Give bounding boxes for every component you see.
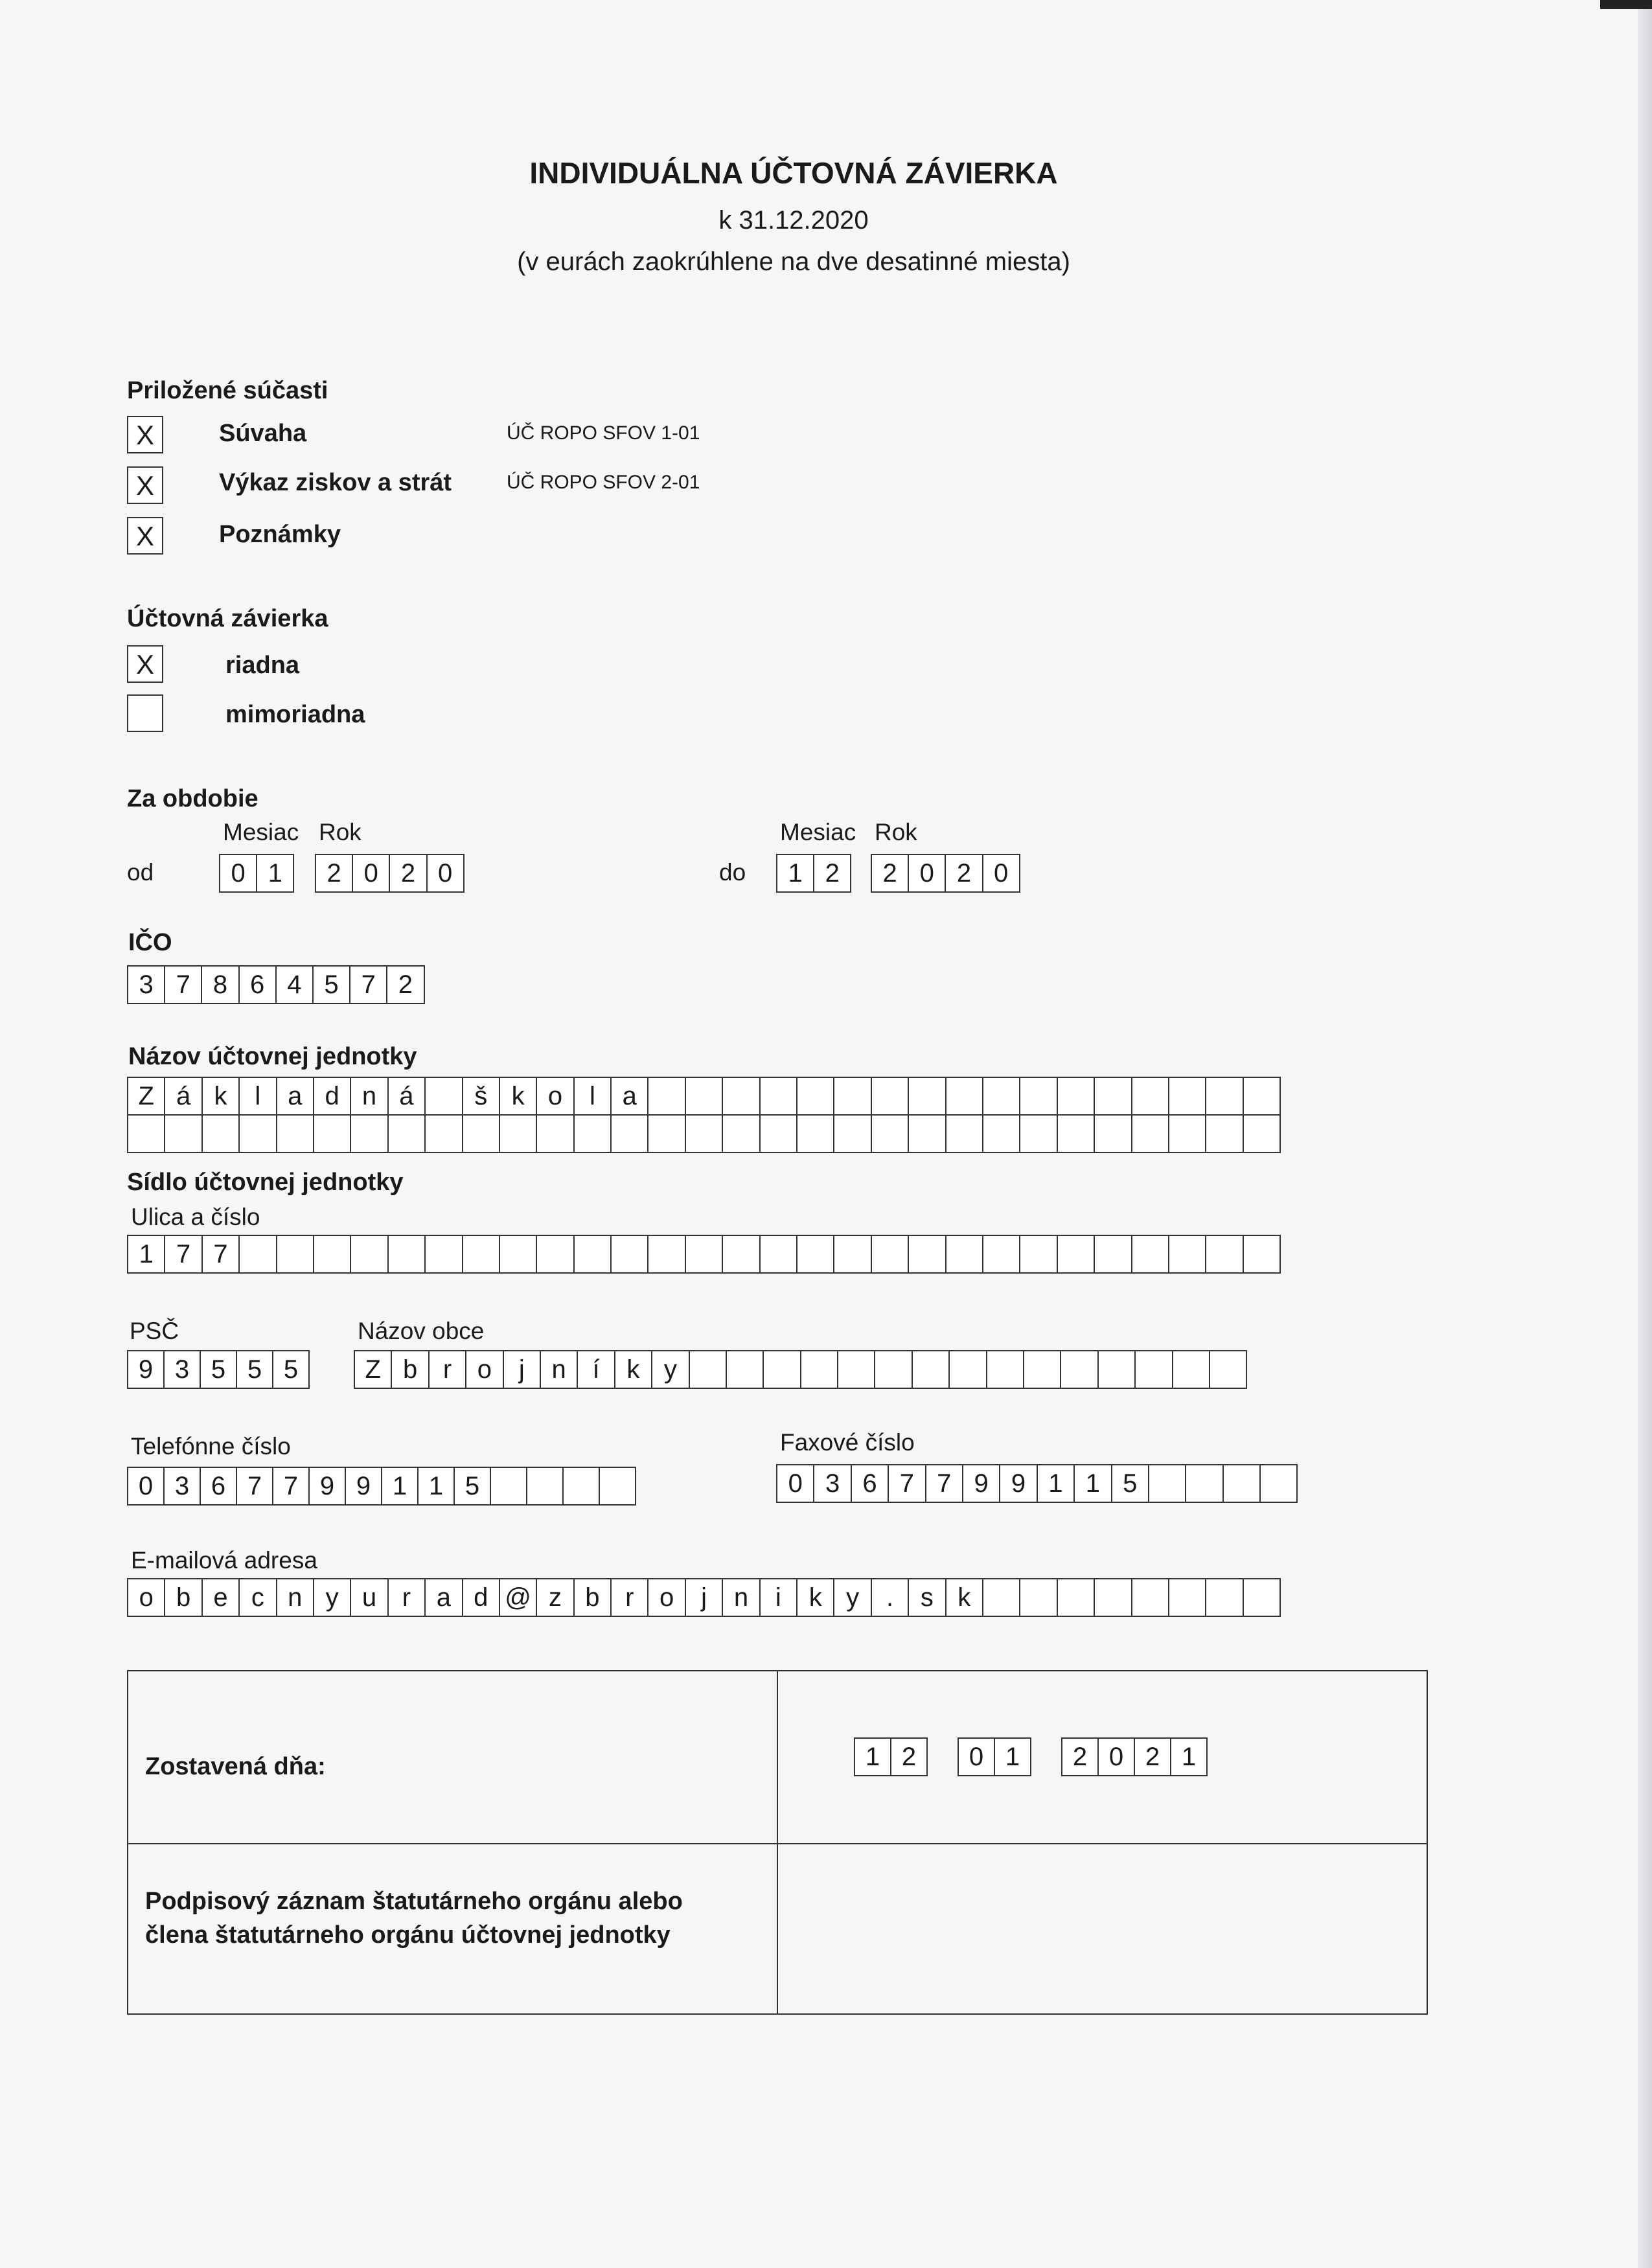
char-box[interactable] bbox=[759, 1235, 797, 1274]
from-label: od bbox=[127, 859, 154, 886]
char-box[interactable]: b bbox=[391, 1350, 429, 1389]
compiled-month-boxes[interactable] bbox=[958, 1737, 1031, 1776]
char-box[interactable]: y bbox=[833, 1578, 871, 1617]
char-box[interactable]: 6 bbox=[200, 1467, 237, 1506]
char-box[interactable]: s bbox=[908, 1578, 946, 1617]
char-box[interactable]: a bbox=[424, 1578, 463, 1617]
char-box[interactable]: j bbox=[685, 1578, 723, 1617]
char-box[interactable]: 4 bbox=[275, 965, 314, 1004]
char-box[interactable]: n bbox=[540, 1350, 578, 1389]
char-box[interactable] bbox=[982, 1578, 1020, 1617]
char-box[interactable]: 7 bbox=[164, 965, 202, 1004]
to-year-boxes[interactable] bbox=[871, 854, 1020, 893]
period-heading: Za obdobie bbox=[127, 785, 258, 812]
char-box[interactable]: l bbox=[238, 1077, 277, 1116]
char-box[interactable]: l bbox=[573, 1077, 612, 1116]
label-mimoriadna: mimoriadna bbox=[225, 701, 365, 728]
char-box[interactable]: 5 bbox=[200, 1350, 237, 1389]
table-divider-horizontal bbox=[128, 1843, 1427, 1844]
char-box[interactable] bbox=[1094, 1077, 1132, 1116]
table-divider-vertical bbox=[777, 1671, 778, 2013]
char-box[interactable] bbox=[127, 1114, 165, 1153]
char-box[interactable]: 7 bbox=[349, 965, 387, 1004]
char-box[interactable]: 1 bbox=[417, 1467, 455, 1506]
email-label: E-mailová adresa bbox=[131, 1547, 317, 1574]
from-year-label: Rok bbox=[319, 819, 361, 845]
char-box[interactable] bbox=[1057, 1077, 1095, 1116]
checkbox-suvaha[interactable]: X bbox=[127, 416, 163, 453]
char-box[interactable]: 1 bbox=[1170, 1737, 1208, 1776]
char-box[interactable] bbox=[462, 1235, 500, 1274]
char-box[interactable]: 3 bbox=[813, 1464, 851, 1503]
code-suvaha: ÚČ ROPO SFOV 1-01 bbox=[507, 422, 700, 444]
char-box[interactable]: k bbox=[796, 1578, 834, 1617]
char-box[interactable] bbox=[350, 1114, 388, 1153]
char-box[interactable] bbox=[1019, 1578, 1057, 1617]
char-box[interactable] bbox=[689, 1350, 727, 1389]
char-box[interactable] bbox=[874, 1350, 912, 1389]
char-box[interactable]: i bbox=[759, 1578, 797, 1617]
char-box[interactable]: a bbox=[610, 1077, 648, 1116]
char-box[interactable] bbox=[238, 1235, 277, 1274]
char-box[interactable] bbox=[1259, 1464, 1298, 1503]
char-box[interactable] bbox=[685, 1114, 723, 1153]
char-box[interactable]: í bbox=[577, 1350, 615, 1389]
char-box[interactable] bbox=[945, 1235, 983, 1274]
statement-type-heading: Účtovná závierka bbox=[127, 605, 328, 632]
char-box[interactable] bbox=[833, 1077, 871, 1116]
date-line: k 31.12.2020 bbox=[718, 206, 869, 235]
entity-name-label: Názov účtovnej jednotky bbox=[128, 1043, 417, 1070]
char-box[interactable] bbox=[948, 1350, 987, 1389]
char-box[interactable]: k bbox=[499, 1077, 537, 1116]
char-box[interactable] bbox=[499, 1114, 537, 1153]
char-box[interactable]: 0 bbox=[219, 854, 257, 893]
char-box[interactable] bbox=[871, 1077, 909, 1116]
char-box[interactable] bbox=[424, 1077, 463, 1116]
char-box[interactable] bbox=[562, 1467, 600, 1506]
units-line: (v eurách zaokrúhlene na dve desatinné miesta) bbox=[517, 247, 1070, 276]
fax-boxes[interactable] bbox=[776, 1464, 1298, 1503]
char-box[interactable] bbox=[1243, 1077, 1281, 1116]
char-box[interactable] bbox=[1134, 1350, 1173, 1389]
city-label: Názov obce bbox=[358, 1318, 485, 1344]
char-box[interactable]: 5 bbox=[236, 1350, 273, 1389]
char-box[interactable]: 8 bbox=[201, 965, 239, 1004]
char-box[interactable] bbox=[908, 1114, 946, 1153]
signature-label-line-1: Podpisový záznam štatutárneho orgánu alebo bbox=[145, 1888, 683, 1915]
char-box[interactable]: n bbox=[722, 1578, 760, 1617]
char-box[interactable]: z bbox=[536, 1578, 574, 1617]
char-box[interactable]: 1 bbox=[127, 1235, 165, 1274]
char-box[interactable] bbox=[276, 1235, 314, 1274]
char-box[interactable]: o bbox=[536, 1077, 574, 1116]
scan-corner-mark bbox=[1600, 0, 1652, 9]
char-box[interactable] bbox=[1057, 1578, 1095, 1617]
ico-label: IČO bbox=[128, 929, 172, 956]
code-vykaz: ÚČ ROPO SFOV 2-01 bbox=[507, 472, 700, 493]
char-box[interactable]: 7 bbox=[201, 1235, 240, 1274]
page-edge-shadow bbox=[1638, 0, 1652, 2268]
char-box[interactable]: 2 bbox=[389, 854, 427, 893]
checkbox-mimoriadna[interactable] bbox=[127, 694, 163, 732]
char-box[interactable] bbox=[1131, 1114, 1169, 1153]
char-box[interactable] bbox=[387, 1235, 426, 1274]
char-box[interactable]: n bbox=[350, 1077, 388, 1116]
attachments-heading: Priložené súčasti bbox=[127, 377, 328, 404]
label-vykaz: Výkaz ziskov a strát bbox=[219, 469, 452, 496]
char-box[interactable] bbox=[1019, 1077, 1057, 1116]
char-box[interactable]: 2 bbox=[386, 965, 424, 1004]
from-year-boxes[interactable] bbox=[315, 854, 465, 893]
char-box[interactable] bbox=[462, 1114, 500, 1153]
char-box[interactable]: 9 bbox=[345, 1467, 382, 1506]
char-box[interactable] bbox=[722, 1114, 760, 1153]
char-box[interactable] bbox=[1057, 1114, 1095, 1153]
signature-label-line-2: člena štatutárneho orgánu účtovnej jednotky bbox=[145, 1921, 671, 1949]
char-box[interactable] bbox=[685, 1077, 723, 1116]
char-box[interactable]: 7 bbox=[164, 1235, 202, 1274]
char-box[interactable]: 1 bbox=[256, 854, 294, 893]
char-box[interactable] bbox=[871, 1235, 909, 1274]
char-box[interactable]: 2 bbox=[945, 854, 983, 893]
char-box[interactable]: 2 bbox=[813, 854, 851, 893]
char-box[interactable] bbox=[276, 1114, 314, 1153]
char-box[interactable] bbox=[982, 1114, 1020, 1153]
char-box[interactable] bbox=[871, 1114, 909, 1153]
char-box[interactable] bbox=[313, 1235, 351, 1274]
char-box[interactable]: 6 bbox=[851, 1464, 889, 1503]
char-box[interactable] bbox=[796, 1235, 834, 1274]
char-box[interactable]: 0 bbox=[776, 1464, 814, 1503]
char-box[interactable] bbox=[685, 1235, 723, 1274]
char-box[interactable] bbox=[833, 1114, 871, 1153]
checkbox-poznamky[interactable]: X bbox=[127, 517, 163, 555]
char-box[interactable] bbox=[1168, 1235, 1206, 1274]
char-box[interactable]: Z bbox=[127, 1077, 165, 1116]
char-box[interactable] bbox=[982, 1077, 1020, 1116]
to-label: do bbox=[719, 859, 746, 886]
char-box[interactable] bbox=[1060, 1350, 1098, 1389]
char-box[interactable] bbox=[1094, 1114, 1132, 1153]
char-box[interactable]: 5 bbox=[272, 1350, 310, 1389]
compiled-day-boxes[interactable] bbox=[854, 1737, 928, 1776]
char-box[interactable]: 0 bbox=[1097, 1737, 1135, 1776]
street-boxes[interactable] bbox=[127, 1235, 1281, 1274]
from-month-boxes[interactable] bbox=[219, 854, 294, 893]
char-box[interactable]: 7 bbox=[272, 1467, 310, 1506]
char-box[interactable] bbox=[1023, 1350, 1061, 1389]
char-box[interactable]: 7 bbox=[236, 1467, 273, 1506]
char-box[interactable]: 1 bbox=[381, 1467, 419, 1506]
char-box[interactable] bbox=[796, 1077, 834, 1116]
char-box[interactable] bbox=[424, 1114, 463, 1153]
char-box[interactable] bbox=[1205, 1114, 1243, 1153]
psc-boxes[interactable] bbox=[127, 1350, 310, 1389]
char-box[interactable]: 9 bbox=[962, 1464, 1000, 1503]
char-box[interactable] bbox=[647, 1114, 685, 1153]
char-box[interactable] bbox=[610, 1114, 648, 1153]
entity-name-row-1[interactable] bbox=[127, 1077, 1281, 1116]
char-box[interactable] bbox=[1094, 1235, 1132, 1274]
entity-name-row-2[interactable] bbox=[127, 1114, 1281, 1153]
phone-boxes[interactable] bbox=[127, 1467, 636, 1506]
char-box[interactable]: 1 bbox=[1073, 1464, 1112, 1503]
to-year-label: Rok bbox=[875, 819, 917, 845]
char-box[interactable] bbox=[945, 1077, 983, 1116]
char-box[interactable] bbox=[536, 1114, 574, 1153]
char-box[interactable]: 6 bbox=[238, 965, 277, 1004]
char-box[interactable]: 2 bbox=[1134, 1737, 1171, 1776]
char-box[interactable] bbox=[350, 1235, 388, 1274]
char-box[interactable] bbox=[726, 1350, 764, 1389]
char-box[interactable]: . bbox=[871, 1578, 909, 1617]
char-box[interactable]: 9 bbox=[999, 1464, 1037, 1503]
char-box[interactable] bbox=[759, 1114, 797, 1153]
char-box[interactable] bbox=[164, 1114, 202, 1153]
char-box[interactable] bbox=[722, 1235, 760, 1274]
char-box[interactable]: á bbox=[164, 1077, 202, 1116]
char-box[interactable] bbox=[1185, 1464, 1223, 1503]
to-month-boxes[interactable] bbox=[776, 854, 851, 893]
char-box[interactable]: 0 bbox=[908, 854, 946, 893]
char-box[interactable]: 7 bbox=[925, 1464, 963, 1503]
char-box[interactable]: 5 bbox=[1111, 1464, 1149, 1503]
char-box[interactable]: 9 bbox=[308, 1467, 346, 1506]
char-box[interactable]: 1 bbox=[994, 1737, 1031, 1776]
label-poznamky: Poznámky bbox=[219, 521, 341, 548]
char-box[interactable] bbox=[908, 1077, 946, 1116]
char-box[interactable]: 2 bbox=[890, 1737, 928, 1776]
char-box[interactable] bbox=[796, 1114, 834, 1153]
char-box[interactable] bbox=[647, 1235, 685, 1274]
char-box[interactable] bbox=[201, 1114, 240, 1153]
char-box[interactable] bbox=[610, 1235, 648, 1274]
char-box[interactable]: r bbox=[387, 1578, 426, 1617]
char-box[interactable]: y bbox=[313, 1578, 351, 1617]
char-box[interactable] bbox=[1094, 1578, 1132, 1617]
char-box[interactable]: r bbox=[610, 1578, 648, 1617]
char-box[interactable] bbox=[908, 1235, 946, 1274]
char-box[interactable] bbox=[238, 1114, 277, 1153]
char-box[interactable] bbox=[1209, 1350, 1247, 1389]
char-box[interactable] bbox=[387, 1114, 426, 1153]
char-box[interactable] bbox=[599, 1467, 636, 1506]
char-box[interactable]: 1 bbox=[776, 854, 814, 893]
char-box[interactable]: 2 bbox=[315, 854, 353, 893]
char-box[interactable] bbox=[763, 1350, 801, 1389]
char-box[interactable] bbox=[1172, 1350, 1210, 1389]
compiled-year-boxes[interactable] bbox=[1061, 1737, 1208, 1776]
char-box[interactable] bbox=[526, 1467, 564, 1506]
char-box[interactable]: k bbox=[201, 1077, 240, 1116]
char-box[interactable] bbox=[1019, 1235, 1057, 1274]
char-box[interactable] bbox=[1097, 1350, 1136, 1389]
char-box[interactable]: y bbox=[651, 1350, 689, 1389]
char-box[interactable]: j bbox=[503, 1350, 541, 1389]
char-box[interactable] bbox=[1057, 1235, 1095, 1274]
char-box[interactable]: d bbox=[313, 1077, 351, 1116]
phone-label: Telefónne číslo bbox=[131, 1433, 291, 1460]
char-box[interactable]: 9 bbox=[127, 1350, 165, 1389]
char-box[interactable]: 0 bbox=[982, 854, 1020, 893]
char-box[interactable]: c bbox=[238, 1578, 277, 1617]
char-box[interactable]: 1 bbox=[1037, 1464, 1075, 1503]
label-riadna: riadna bbox=[225, 652, 300, 679]
char-box[interactable]: 5 bbox=[312, 965, 350, 1004]
char-box[interactable]: r bbox=[428, 1350, 466, 1389]
city-boxes[interactable] bbox=[354, 1350, 1247, 1389]
char-box[interactable] bbox=[490, 1467, 527, 1506]
char-box[interactable] bbox=[1168, 1077, 1206, 1116]
char-box[interactable] bbox=[986, 1350, 1024, 1389]
char-box[interactable]: 0 bbox=[426, 854, 465, 893]
char-box[interactable] bbox=[912, 1350, 950, 1389]
char-box[interactable] bbox=[1205, 1578, 1243, 1617]
ico-boxes[interactable] bbox=[127, 965, 425, 1004]
char-box[interactable]: b bbox=[164, 1578, 202, 1617]
char-box[interactable] bbox=[1243, 1114, 1281, 1153]
fax-label: Faxové číslo bbox=[780, 1429, 915, 1456]
char-box[interactable] bbox=[647, 1077, 685, 1116]
char-box[interactable]: 1 bbox=[854, 1737, 891, 1776]
from-month-label: Mesiac bbox=[223, 819, 299, 845]
signature-field[interactable] bbox=[792, 1859, 1414, 2002]
char-box[interactable]: 0 bbox=[352, 854, 390, 893]
char-box[interactable]: o bbox=[647, 1578, 685, 1617]
char-box[interactable] bbox=[1168, 1578, 1206, 1617]
char-box[interactable]: 7 bbox=[888, 1464, 926, 1503]
char-box[interactable]: a bbox=[276, 1077, 314, 1116]
char-box[interactable]: 5 bbox=[453, 1467, 491, 1506]
char-box[interactable]: 0 bbox=[127, 1467, 165, 1506]
to-month-label: Mesiac bbox=[780, 819, 856, 845]
char-box[interactable]: 3 bbox=[127, 965, 165, 1004]
char-box[interactable]: e bbox=[201, 1578, 240, 1617]
char-box[interactable] bbox=[1148, 1464, 1186, 1503]
document-title: INDIVIDUÁLNA ÚČTOVNÁ ZÁVIERKA bbox=[529, 156, 1058, 190]
char-box[interactable] bbox=[800, 1350, 838, 1389]
email-boxes[interactable] bbox=[127, 1578, 1281, 1617]
char-box[interactable]: á bbox=[387, 1077, 426, 1116]
char-box[interactable] bbox=[1131, 1235, 1169, 1274]
char-box[interactable] bbox=[982, 1235, 1020, 1274]
char-box[interactable]: 0 bbox=[958, 1737, 995, 1776]
char-box[interactable]: Z bbox=[354, 1350, 392, 1389]
char-box[interactable]: 2 bbox=[1061, 1737, 1099, 1776]
char-box[interactable]: k bbox=[614, 1350, 652, 1389]
char-box[interactable] bbox=[1222, 1464, 1261, 1503]
char-box[interactable] bbox=[424, 1235, 463, 1274]
char-box[interactable] bbox=[1019, 1114, 1057, 1153]
char-box[interactable]: o bbox=[127, 1578, 165, 1617]
checkbox-riadna[interactable]: X bbox=[127, 645, 163, 683]
char-box[interactable] bbox=[1205, 1235, 1243, 1274]
label-suvaha: Súvaha bbox=[219, 420, 307, 447]
char-box[interactable]: o bbox=[465, 1350, 503, 1389]
char-box[interactable] bbox=[945, 1114, 983, 1153]
char-box[interactable] bbox=[837, 1350, 875, 1389]
char-box[interactable]: 2 bbox=[871, 854, 909, 893]
char-box[interactable]: 3 bbox=[163, 1350, 201, 1389]
checkbox-vykaz[interactable]: X bbox=[127, 466, 163, 504]
char-box[interactable]: u bbox=[350, 1578, 388, 1617]
char-box[interactable] bbox=[759, 1077, 797, 1116]
psc-label: PSČ bbox=[130, 1318, 179, 1344]
char-box[interactable]: d bbox=[462, 1578, 500, 1617]
char-box[interactable] bbox=[1243, 1578, 1281, 1617]
char-box[interactable]: 3 bbox=[163, 1467, 201, 1506]
char-box[interactable] bbox=[1205, 1077, 1243, 1116]
char-box[interactable] bbox=[722, 1077, 760, 1116]
char-box[interactable] bbox=[1131, 1578, 1169, 1617]
char-box[interactable]: n bbox=[276, 1578, 314, 1617]
compiled-label: Zostavená dňa: bbox=[145, 1753, 326, 1780]
char-box[interactable] bbox=[1243, 1235, 1281, 1274]
char-box[interactable]: @ bbox=[499, 1578, 537, 1617]
char-box[interactable] bbox=[1168, 1114, 1206, 1153]
signature-table bbox=[127, 1670, 1428, 2015]
char-box[interactable] bbox=[536, 1235, 574, 1274]
char-box[interactable] bbox=[1131, 1077, 1169, 1116]
char-box[interactable]: b bbox=[573, 1578, 612, 1617]
street-label: Ulica a číslo bbox=[131, 1204, 260, 1230]
address-heading: Sídlo účtovnej jednotky bbox=[127, 1169, 404, 1196]
char-box[interactable] bbox=[573, 1114, 612, 1153]
char-box[interactable] bbox=[313, 1114, 351, 1153]
char-box[interactable] bbox=[833, 1235, 871, 1274]
char-box[interactable]: k bbox=[945, 1578, 983, 1617]
char-box[interactable]: š bbox=[462, 1077, 500, 1116]
char-box[interactable] bbox=[573, 1235, 612, 1274]
char-box[interactable] bbox=[499, 1235, 537, 1274]
